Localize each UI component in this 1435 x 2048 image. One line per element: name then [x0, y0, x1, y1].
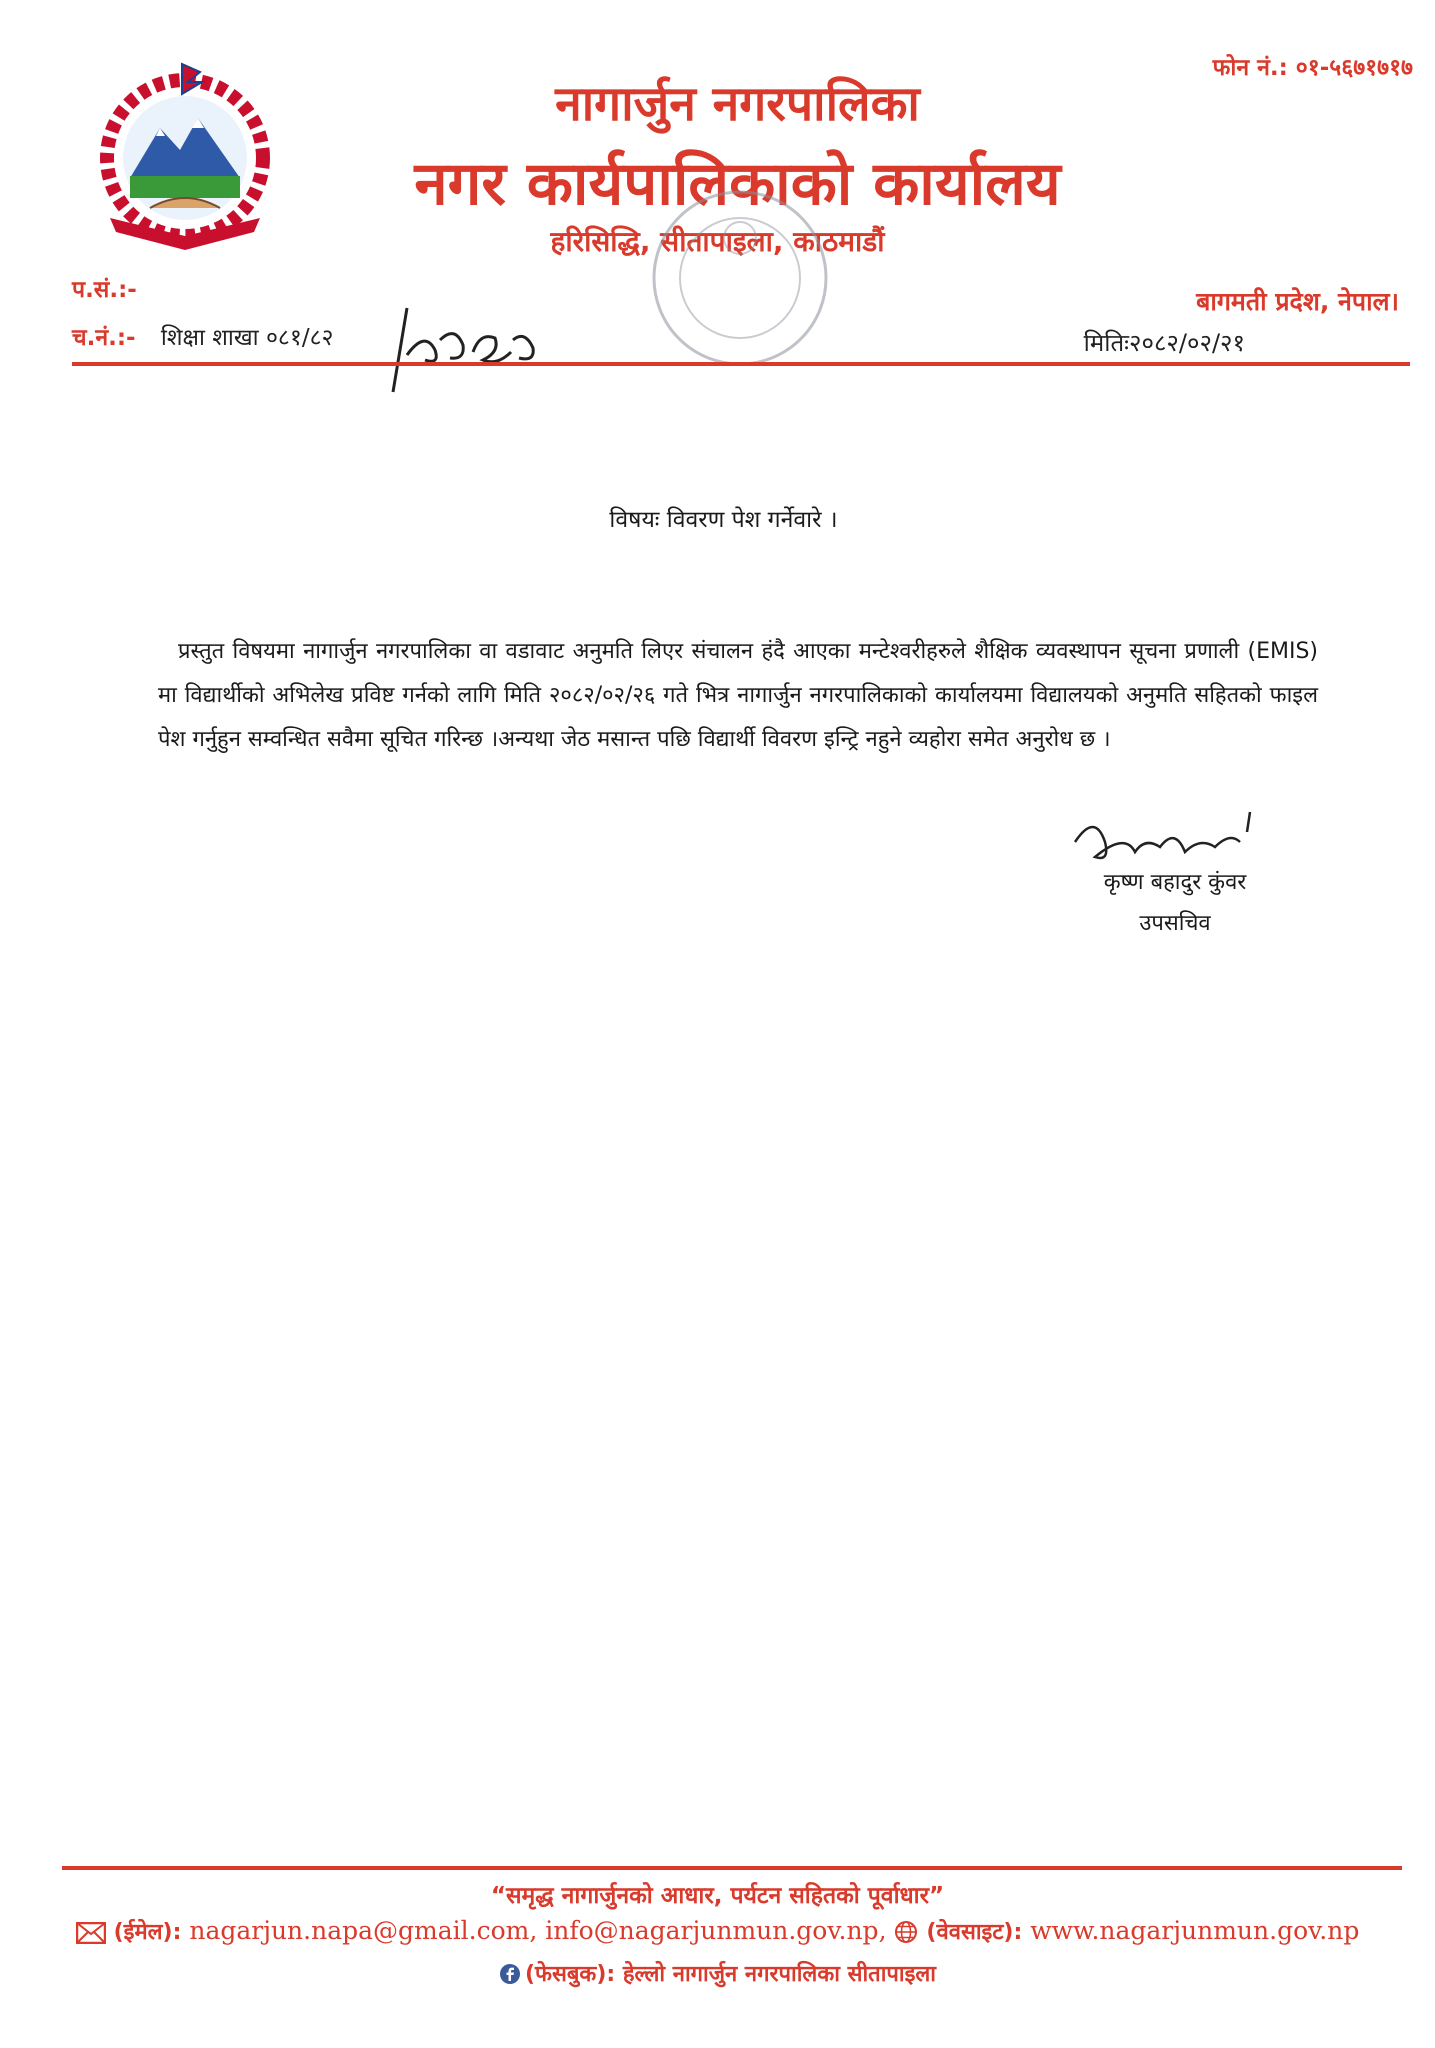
mail-icon	[76, 1922, 106, 1944]
dispatch-number-value: शिक्षा शाखा ०८१/८२	[160, 325, 334, 351]
facebook-icon	[499, 1963, 521, 1985]
handwritten-dispatch-number	[385, 300, 545, 400]
website-label: (वेवसाइट):	[926, 1920, 1023, 1945]
letter-date: मितिः२०८२/०२/२१	[1083, 329, 1245, 357]
footer-slogan: “समृद्ध नागार्जुनको आधार, पर्यटन सहितको पूर्वाधार”	[490, 1883, 945, 1909]
footer-divider	[62, 1866, 1402, 1870]
facebook-label: (फेसबुक):	[524, 1962, 616, 1987]
body-paragraph: प्रस्तुत विषयमा नागार्जुन नगरपालिका वा वडावाट अनुमति लिएर संचालन हंदै आएका मन्टेश्वरीहरुले शैक्षिक व्यवस्थापन सूचना प्रणाली (EMIS) मा विद्यार्थीको अभिलेख प्रविष्ट गर्नको लागि मिति २०८२/०२/२६ गते भित्र नागार्जुन नगरपालिकाको कार्यालयमा विद्यालयको अनुमति सहितको फाइल पेश गर्नुहुन सम्वन्धित सवैमा सूचित गरिन्छ ।अन्यथा जेठ मसान्त पछि विद्यार्थी विवरण इन्ट्रि नहुने व्यहोरा समेत अनुरोध छ ।	[158, 639, 1318, 752]
letter-body	[158, 630, 1318, 762]
office-stamp-icon	[620, 178, 860, 378]
facebook-page[interactable]: हेल्लो नागार्जुन नगरपालिका सीतापाइला	[622, 1962, 936, 1987]
header-divider	[72, 362, 1410, 366]
signer-name: कृष्ण बहादुर कुंवर	[1103, 870, 1247, 895]
footer-contact	[0, 1916, 1435, 1946]
globe-icon	[894, 1920, 918, 1944]
dispatch-number	[72, 320, 334, 352]
letter-subject: विषयः विवरण पेश गर्नेवारे ।	[609, 507, 838, 533]
municipality-name: नागार्जुन नगरपालिका	[555, 76, 920, 132]
website-url[interactable]: www.nagarjunmun.gov.np	[1030, 1916, 1360, 1945]
footer-facebook	[0, 1958, 1435, 1988]
signer-title: उपसचिव	[1139, 911, 1211, 936]
office-address: हरिसिद्धि, सीतापाइला, काठमाडौं	[550, 225, 885, 258]
dispatch-number-label: च.नं.:-	[72, 325, 136, 351]
reference-number-label: प.सं.:-	[72, 277, 137, 303]
province-name: बागमती प्रदेश, नेपाल।	[1196, 287, 1399, 316]
email-addresses[interactable]: nagarjun.napa@gmail.com, info@nagarjunmun.gov.np,	[189, 1916, 887, 1945]
email-label: (ईमेल):	[113, 1920, 182, 1945]
office-name: नगर कार्यपालिकाको कार्यालय	[414, 149, 1061, 219]
phone-number: फोन नं.: ०१-५६७१७१७	[1212, 55, 1413, 81]
